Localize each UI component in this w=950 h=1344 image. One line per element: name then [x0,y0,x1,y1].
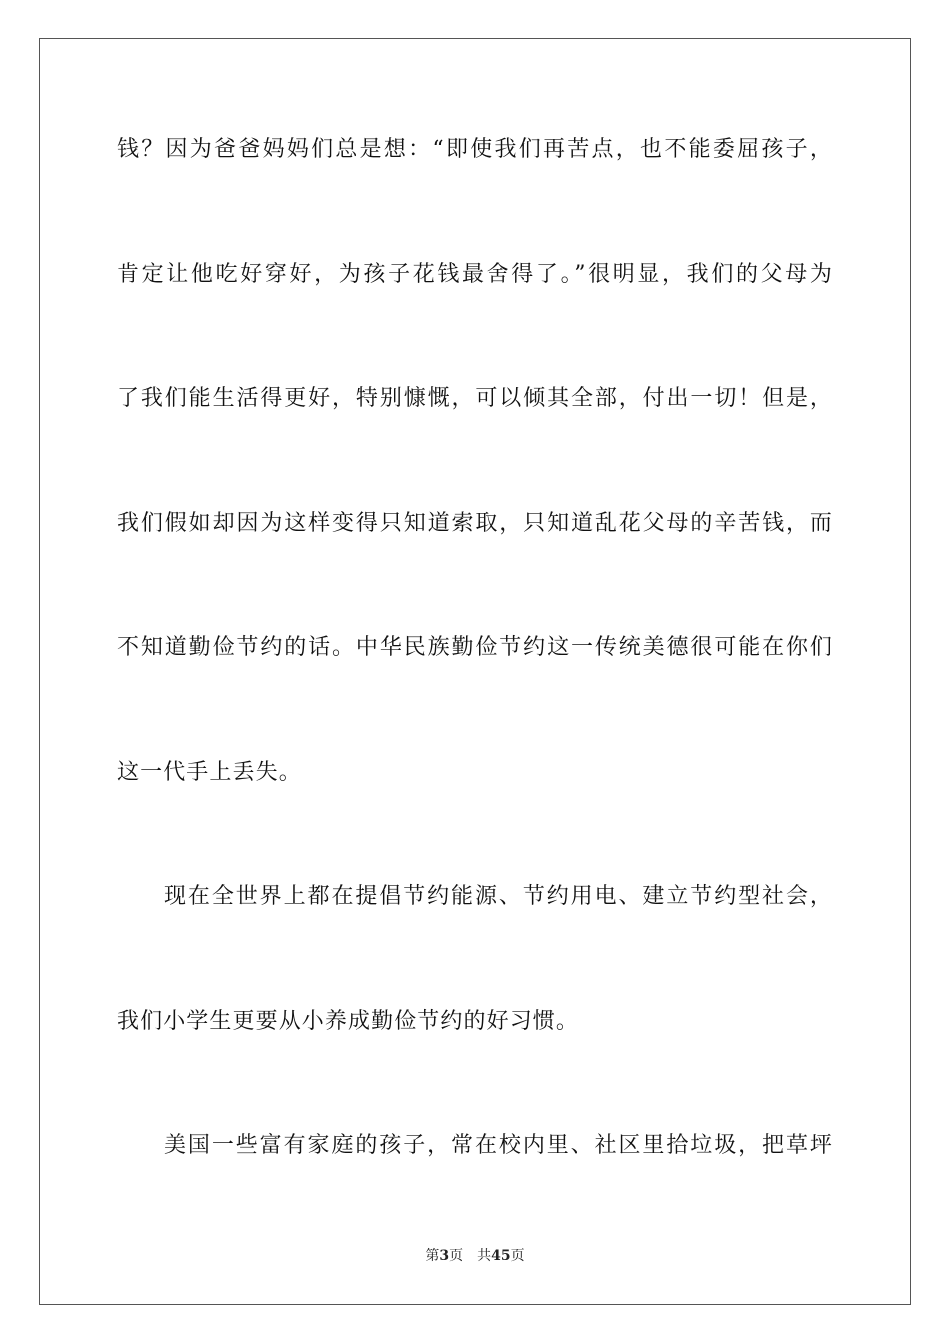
paragraph-line-6: 这一代手上丢失。 [117,760,302,785]
paragraph-line-4: 我们假如却因为这样变得只知道索取，只知道乱花父母的辛苦钱，而 [117,511,833,536]
paragraph-line-3: 了我们能生活得更好，特别慷慨，可以倾其全部，付出一切！但是， [117,386,833,411]
paragraph-line-8: 我们小学生更要从小养成勤俭节约的好习惯。 [117,1009,580,1034]
page-border [39,38,911,1305]
page-footer [0,1246,950,1266]
page-prefix: 第 [425,1248,440,1264]
paragraph-line-5: 不知道勤俭节约的话。中华民族勤俭节约这一传统美德很可能在你们 [117,635,833,660]
total-page-number: 45 [491,1248,511,1264]
paragraph-line-9: 美国一些富有家庭的孩子，常在校内里、社区里拾垃圾，把草坪 [164,1133,833,1158]
total-suffix: 页 [510,1248,525,1264]
paragraph-line-7: 现在全世界上都在提倡节约能源、节约用电、建立节约型社会， [164,884,833,909]
current-page-number: 3 [439,1248,450,1264]
page-suffix: 页 [449,1248,464,1264]
paragraph-line-1: 钱？因为爸爸妈妈们总是想：“即使我们再苦点，也不能委屈孩子， [117,137,833,162]
total-prefix: 共 [477,1248,492,1264]
paragraph-line-2: 肯定让他吃好穿好，为孩子花钱最舍得了。”很明显，我们的父母为 [117,262,833,287]
